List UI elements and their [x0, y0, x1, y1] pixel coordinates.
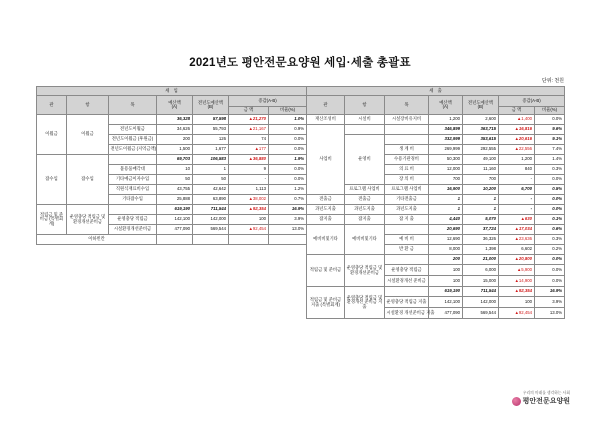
- rev-budget-cell: 619,190: [157, 205, 193, 215]
- exp-prev-cell: 700: [463, 175, 499, 185]
- exp-hang-cell: 예비비및기타: [345, 225, 385, 255]
- rev-hang-cell: 이월금: [67, 115, 109, 155]
- exp-budget-cell: 200: [429, 255, 463, 265]
- exp-ratio-cell: 9.1%: [535, 135, 565, 145]
- exp-prev-cell: 363,715: [463, 125, 499, 135]
- exp-ratio-cell: 16.9%: [535, 287, 565, 297]
- exp-mok-cell: 반 환 금: [385, 245, 429, 255]
- exp-gwan-cell: 적립금 및 준비금: [307, 255, 345, 287]
- logo: [512, 391, 570, 406]
- exp-gwan-cell: 잡지출: [307, 215, 345, 225]
- header-diff: 증감(A-B): [499, 96, 565, 107]
- exp-mok-cell: 장 의 비: [385, 175, 429, 185]
- exp-amount-cell: ▲1,400: [499, 115, 535, 125]
- exp-prev-cell: 292,555: [463, 145, 499, 155]
- exp-budget-cell: 4,440: [429, 215, 463, 225]
- exp-mok-cell: 수용기관경비: [385, 155, 429, 165]
- exp-amount-cell: ▲22,556: [499, 145, 535, 155]
- rev-amount-cell: -: [229, 175, 269, 185]
- rev-ratio-cell: 0.0%: [269, 145, 307, 155]
- rev-ratio-cell: 1.9%: [269, 155, 307, 165]
- exp-gwan-cell: 재산조성비: [307, 115, 345, 125]
- page-title: 2021년도 평안전문요양원 세입·세출 총괄표: [189, 57, 411, 69]
- exp-amount-cell: 6,602: [499, 245, 535, 255]
- exp-budget-cell: 100: [429, 265, 463, 276]
- exp-budget-cell: 1,200: [429, 115, 463, 125]
- rev-amount-cell: ▲21,167: [229, 125, 269, 135]
- rev-budget-cell: 50: [157, 175, 193, 185]
- rev-amount-cell: ▲92,454: [229, 225, 269, 235]
- exp-budget-cell: 1: [429, 205, 463, 215]
- exp-amount-cell: 6,700: [499, 185, 535, 195]
- rev-prev-cell: 50: [193, 175, 229, 185]
- exp-ratio-cell: 0.5%: [535, 185, 565, 195]
- exp-prev-cell: 6,000: [463, 265, 499, 276]
- rev-amount-cell: ▲36,880: [229, 155, 269, 165]
- rev-hang-cell: 잡수입: [67, 155, 109, 205]
- rev-prev-cell: 1: [193, 165, 229, 175]
- exp-ratio-cell: 0.2%: [535, 245, 565, 255]
- exp-mok-cell: [385, 225, 429, 235]
- rev-ratio-cell: 0.7%: [269, 195, 307, 205]
- exp-amount-cell: ▲630: [499, 215, 535, 225]
- exp-hang-cell: [345, 125, 385, 135]
- exp-amount-cell: 840: [499, 165, 535, 175]
- empty-cell: [229, 235, 269, 245]
- exp-hang-cell: 운영충당 적립금 및 환경개선준비금: [345, 255, 385, 287]
- exp-prev-cell: 37,724: [463, 225, 499, 235]
- flower-logo-icon: [512, 397, 521, 406]
- rev-ratio-cell: 3.9%: [269, 215, 307, 225]
- exp-amount-cell: -: [499, 205, 535, 215]
- exp-prev-cell: 36,326: [463, 235, 499, 245]
- exp-mok-cell: 시설환경 개선준비금 지출: [385, 308, 429, 319]
- header-ratio: 비율(%): [535, 107, 565, 115]
- exp-ratio-cell: 0.0%: [535, 195, 565, 205]
- exp-prev-cell: 1,398: [463, 245, 499, 255]
- exp-gwan-cell: 적립금 및 준비금 지출 (특별회계): [307, 287, 345, 319]
- rev-budget-cell: 142,100: [157, 215, 193, 225]
- exp-amount-cell: ▲92,454: [499, 308, 535, 319]
- exp-prev-cell: 142,000: [463, 297, 499, 308]
- exp-budget-cell: 269,999: [429, 145, 463, 155]
- exp-hang-cell: 전출금: [345, 195, 385, 205]
- rev-gwan-cell: 잡수입: [37, 155, 67, 205]
- exp-prev-cell: 10,200: [463, 185, 499, 195]
- rev-amount-cell: 74: [229, 135, 269, 145]
- exp-mok-cell: 시설환경개선 준비금: [385, 276, 429, 287]
- rev-budget-cell: 200: [157, 135, 193, 145]
- rev-prev-cell: 42,642: [193, 185, 229, 195]
- exp-budget-cell: 142,100: [429, 297, 463, 308]
- exp-amount-cell: ▲20,800: [499, 255, 535, 265]
- exp-ratio-cell: 0.0%: [535, 175, 565, 185]
- exp-budget-cell: 12,000: [429, 165, 463, 175]
- exp-amount-cell: -: [499, 195, 535, 205]
- exp-budget-cell: 20,690: [429, 225, 463, 235]
- empty-cell: [269, 235, 307, 245]
- exp-ratio-cell: 0.3%: [535, 235, 565, 245]
- empty-cell: [157, 235, 193, 245]
- header-budget: 예산액 (A): [157, 96, 193, 115]
- rev-budget-cell: 477,090: [157, 225, 193, 235]
- exp-amount-cell: ▲16,816: [499, 125, 535, 135]
- exp-hang-cell: 운영충당 적립금 및 환경개선 준비금 지출: [345, 287, 385, 319]
- rev-budget-cell: 36,328: [157, 115, 193, 125]
- exp-budget-cell: 12,690: [429, 235, 463, 245]
- rev-ratio-cell: 0.0%: [269, 135, 307, 145]
- rev-ratio-cell: 1.0%: [269, 115, 307, 125]
- exp-ratio-cell: 9.6%: [535, 125, 565, 135]
- rev-mok-cell: 운영충당 적립금: [109, 215, 157, 225]
- exp-budget-cell: 16,900: [429, 185, 463, 195]
- exp-ratio-cell: 0.0%: [535, 276, 565, 287]
- exp-mok-cell: 생 계 비: [385, 145, 429, 155]
- header-amount: 금 액: [499, 107, 535, 115]
- exp-ratio-cell: 7.4%: [535, 145, 565, 155]
- exp-gwan-cell: 전출금: [307, 195, 345, 205]
- rev-budget-cell: 43,755: [157, 185, 193, 195]
- exp-ratio-cell: 0.3%: [535, 165, 565, 175]
- rev-prev-cell: 569,544: [193, 225, 229, 235]
- exp-prev-cell: 21,000: [463, 255, 499, 265]
- header-gwan: 관: [307, 96, 345, 115]
- rev-budget-cell: 1,500: [157, 145, 193, 155]
- rev-ratio-cell: 0.9%: [269, 125, 307, 135]
- rev-mok-cell: 불용품매각대: [109, 165, 157, 175]
- exp-budget-cell: 332,999: [429, 135, 463, 145]
- rev-amount-cell: 9: [229, 165, 269, 175]
- exp-amount-cell: ▲14,900: [499, 276, 535, 287]
- exp-prev-cell: 5,070: [463, 215, 499, 225]
- rev-prev-cell: 711,544: [193, 205, 229, 215]
- exp-ratio-cell: 0.0%: [535, 255, 565, 265]
- rev-prev-cell: 55,793: [193, 125, 229, 135]
- expense-section-title: 세 출: [307, 87, 565, 96]
- header-amount: 금 액: [229, 107, 269, 115]
- exp-gwan-cell: 사업비: [307, 125, 345, 195]
- exp-mok-cell: 과년도지출: [385, 205, 429, 215]
- exp-hang-cell: 시설비: [345, 115, 385, 125]
- revenue-section-title: 세 입: [37, 87, 307, 96]
- exp-amount-cell: 100: [499, 297, 535, 308]
- exp-prev-cell: 569,544: [463, 308, 499, 319]
- rev-ratio-cell: 16.9%: [269, 205, 307, 215]
- exp-amount-cell: ▲17,034: [499, 225, 535, 235]
- exp-ratio-cell: 0.0%: [535, 205, 565, 215]
- header-prev: 전년도예산액 (B): [463, 96, 499, 115]
- rev-amount-cell: ▲21,270: [229, 115, 269, 125]
- logo-caption: 우리의 미래를 생각하는 사회: [522, 391, 570, 395]
- rev-prev-cell: 106,583: [193, 155, 229, 165]
- rev-ratio-cell: 0.0%: [269, 175, 307, 185]
- exp-mok-cell: 시설장비유지비: [385, 115, 429, 125]
- rev-amount-cell: ▲92,354: [229, 205, 269, 215]
- exp-mok-cell: 운영충당 적립금 지출: [385, 297, 429, 308]
- exp-mok-cell: 예 비 비: [385, 235, 429, 245]
- exp-mok-cell: 잡 지 출: [385, 215, 429, 225]
- exp-mok-cell: 의 료 비: [385, 165, 429, 175]
- exp-mok-cell: 프로그램 사업비: [385, 185, 429, 195]
- header-mok: 목: [109, 96, 157, 115]
- rev-mok-cell: 전년도이월금 (지역금액): [109, 145, 157, 155]
- unit-label: 단위: 천원: [541, 78, 564, 84]
- exp-prev-cell: 1: [463, 205, 499, 215]
- exp-budget-cell: 477,090: [429, 308, 463, 319]
- empty-cell: [193, 235, 229, 245]
- exp-amount-cell: ▲5,900: [499, 265, 535, 276]
- rev-amount-cell: 100: [229, 215, 269, 225]
- exp-hang-cell: 운영비: [345, 135, 385, 185]
- rev-mok-cell: [109, 115, 157, 125]
- logo-name: 평안전문요양원: [522, 398, 570, 405]
- exp-budget-cell: 700: [429, 175, 463, 185]
- exp-ratio-cell: 0.1%: [535, 215, 565, 225]
- exp-hang-cell: 프로그램 사업비: [345, 185, 385, 195]
- exp-mok-cell: [385, 125, 429, 135]
- exp-mok-cell: [385, 255, 429, 265]
- rev-ratio-cell: 1.2%: [269, 185, 307, 195]
- exp-prev-cell: 15,000: [463, 276, 499, 287]
- rev-prev-cell: 1,677: [193, 145, 229, 155]
- rev-amount-cell: ▲177: [229, 145, 269, 155]
- rev-ratio-cell: 0.0%: [269, 165, 307, 175]
- rev-mok-cell: [109, 155, 157, 165]
- rev-mok-cell: 전년도이월금 (후원금): [109, 135, 157, 145]
- exp-ratio-cell: 0.6%: [535, 225, 565, 235]
- rev-mok-cell: 직원식재료비수입: [109, 185, 157, 195]
- exp-mok-cell: [385, 287, 429, 297]
- logo-name-row: [512, 396, 570, 406]
- exp-budget-cell: 8,000: [429, 245, 463, 255]
- exp-ratio-cell: 13.0%: [535, 308, 565, 319]
- rev-mok-cell: 시설환경개선준비금: [109, 225, 157, 235]
- exp-prev-cell: 1: [463, 195, 499, 205]
- revenue-table: [36, 86, 307, 245]
- exp-prev-cell: 11,160: [463, 165, 499, 175]
- rev-mok-cell: 전년도이월금: [109, 125, 157, 135]
- rev-mok-cell: 기타잡수입: [109, 195, 157, 205]
- exp-prev-cell: 353,615: [463, 135, 499, 145]
- rev-prev-cell: 57,598: [193, 115, 229, 125]
- exp-gwan-cell: 예비비및기타: [307, 225, 345, 255]
- exp-budget-cell: 619,190: [429, 287, 463, 297]
- exp-prev-cell: 2,600: [463, 115, 499, 125]
- exp-budget-cell: 100: [429, 276, 463, 287]
- header-prev: 전년도예산액 (B): [193, 96, 229, 115]
- remaining-label: 이하빈칸: [37, 235, 157, 245]
- rev-budget-cell: 25,888: [157, 195, 193, 205]
- exp-hang-cell: 잡지출: [345, 215, 385, 225]
- rev-budget-cell: 34,626: [157, 125, 193, 135]
- rev-gwan-cell: 적립금 및 준비금 (특별회계): [37, 205, 67, 235]
- exp-ratio-cell: 3.9%: [535, 297, 565, 308]
- rev-budget-cell: 10: [157, 165, 193, 175]
- header-mok: 목: [385, 96, 429, 115]
- rev-budget-cell: 69,703: [157, 155, 193, 165]
- header-diff: 증감(A-B): [229, 96, 307, 107]
- header-hang: 항: [345, 96, 385, 115]
- rev-mok-cell: 기타예금이자수입: [109, 175, 157, 185]
- exp-ratio-cell: 0.0%: [535, 115, 565, 125]
- exp-prev-cell: 49,100: [463, 155, 499, 165]
- header-budget: 예산액 (A): [429, 96, 463, 115]
- exp-amount-cell: ▲92,354: [499, 287, 535, 297]
- exp-budget-cell: 50,300: [429, 155, 463, 165]
- rev-mok-cell: [109, 205, 157, 215]
- exp-amount-cell: -: [499, 175, 535, 185]
- exp-budget-cell: 346,899: [429, 125, 463, 135]
- exp-mok-cell: 운영충당 적립금: [385, 265, 429, 276]
- rev-hang-cell: 운영충당 적립금 및 환경개선준비금: [67, 205, 109, 235]
- header-hang: 항: [67, 96, 109, 115]
- exp-ratio-cell: 1.4%: [535, 155, 565, 165]
- header-ratio: 비율(%): [269, 107, 307, 115]
- exp-budget-cell: 1: [429, 195, 463, 205]
- rev-amount-cell: 1,113: [229, 185, 269, 195]
- exp-amount-cell: ▲23,636: [499, 235, 535, 245]
- exp-amount-cell: 1,200: [499, 155, 535, 165]
- expense-table: [306, 86, 565, 319]
- rev-ratio-cell: 13.0%: [269, 225, 307, 235]
- exp-hang-cell: 과년도지출: [345, 205, 385, 215]
- header-gwan: 관: [37, 96, 67, 115]
- rev-prev-cell: 63,890: [193, 195, 229, 205]
- rev-prev-cell: 142,000: [193, 215, 229, 225]
- exp-mok-cell: 기타전출금: [385, 195, 429, 205]
- exp-prev-cell: 711,544: [463, 287, 499, 297]
- exp-gwan-cell: 과년도지출: [307, 205, 345, 215]
- exp-amount-cell: ▲20,616: [499, 135, 535, 145]
- exp-mok-cell: [385, 135, 429, 145]
- rev-amount-cell: ▲38,002: [229, 195, 269, 205]
- rev-gwan-cell: 이월금: [37, 115, 67, 155]
- rev-prev-cell: 126: [193, 135, 229, 145]
- exp-ratio-cell: 0.0%: [535, 265, 565, 276]
